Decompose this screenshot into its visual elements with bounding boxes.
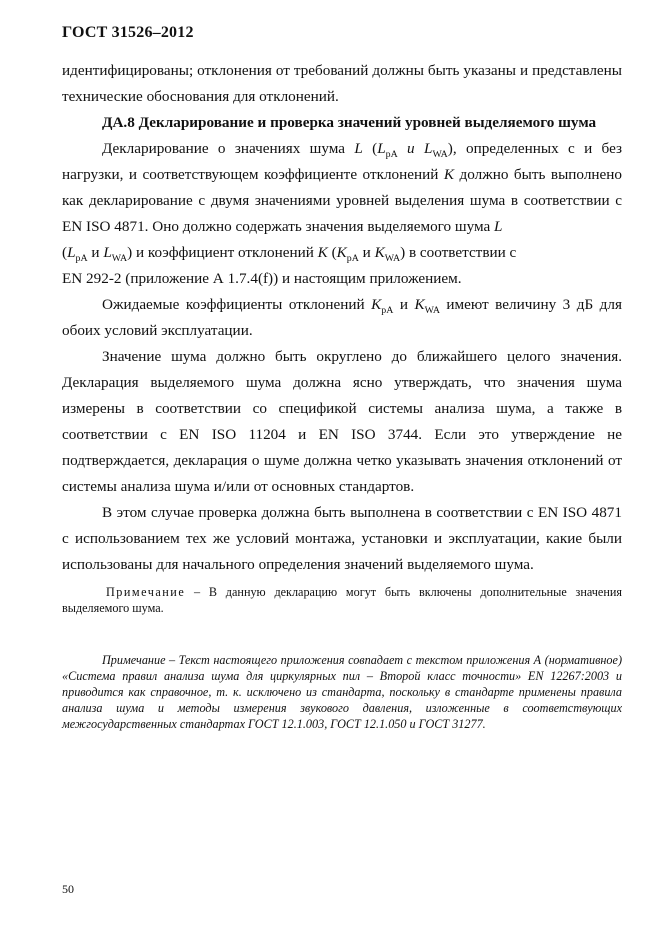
note-appendix-source: Примечание – Текст настоящего приложения совпадает с текстом приложения А (нормативное) «Система правил анализа шума для циркулярных пил – Второй класс точности» EN 12267:2003 и приводится как справочное, т. к. исключено из стандарта, поскольку в стандарте применены правила анализа шума и методы измерения звукового давления, изложенные в соответствующих межгосударственных стандартах ГОСТ 12.1.003, ГОСТ 12.1.050 и ГОСТ 31277.	[62, 653, 622, 731]
section-heading: ДА.8 Декларирование и проверка значений уровней выделяемого шума	[102, 114, 597, 131]
document-header: ГОСТ 31526–2012	[62, 24, 194, 41]
page-content	[62, 58, 622, 732]
paragraph-declaration-continued: EN 292-2 (приложение А 1.7.4(f)) и настоящим приложением.	[62, 270, 462, 287]
page-number: 50	[62, 882, 74, 896]
paragraph-rounding: Значение шума должно быть округлено до ближайшего целого значения. Декларация выделяемого шума должна ясно утверждать, что значения шума измерены в соответствии со спецификой системы анализа шума, а также в соответствии с EN ISO 11204 и EN ISO 3744. Если это утверждение не подтверждается, декларация о шуме должна четко указывать значения отклонений от системы анализа шума и/или от основных стандартов.	[62, 348, 622, 495]
paragraph-verification: В этом случае проверка должна быть выполнена в соответствии с EN ISO 4871 с использованием тех же условий монтажа, установки и эксплуатации, какие были использованы для начального определения значений выделяемого шума.	[62, 504, 622, 573]
paragraph-coefficients: Ожидаемые коэффициенты отклонений $K_{pA}$ и $K_{WA}$ имеют величину 3 дБ для обоих условий эксплуатации.	[62, 296, 622, 339]
paragraph-declaration: Декларирование о значениях шума L ($L_{pA}$ и $L_{WA}$), определенных с и без нагрузки, и соответствующем коэффициенте отклонений K должно быть выполнено как декларирование с двумя значениями уровней выделения шума в соответствии с EN ISO 4871. Оно должно содержать значения выделяемого шума L ($L_{pA}$ и $L_{WA}$) и коэффициент отклонений K ($K_{pA}$ и $K_{WA}$) в соответствии с	[62, 140, 622, 265]
note-additional-values: Примечание – В данную декларацию могут быть включены дополнительные значения выделяемого шума.	[62, 585, 622, 615]
note-label: Примечание	[106, 585, 186, 599]
paragraph-intro: идентифицированы; отклонения от требований должны быть указаны и представлены технические обоснования для отклонений.	[62, 62, 622, 105]
